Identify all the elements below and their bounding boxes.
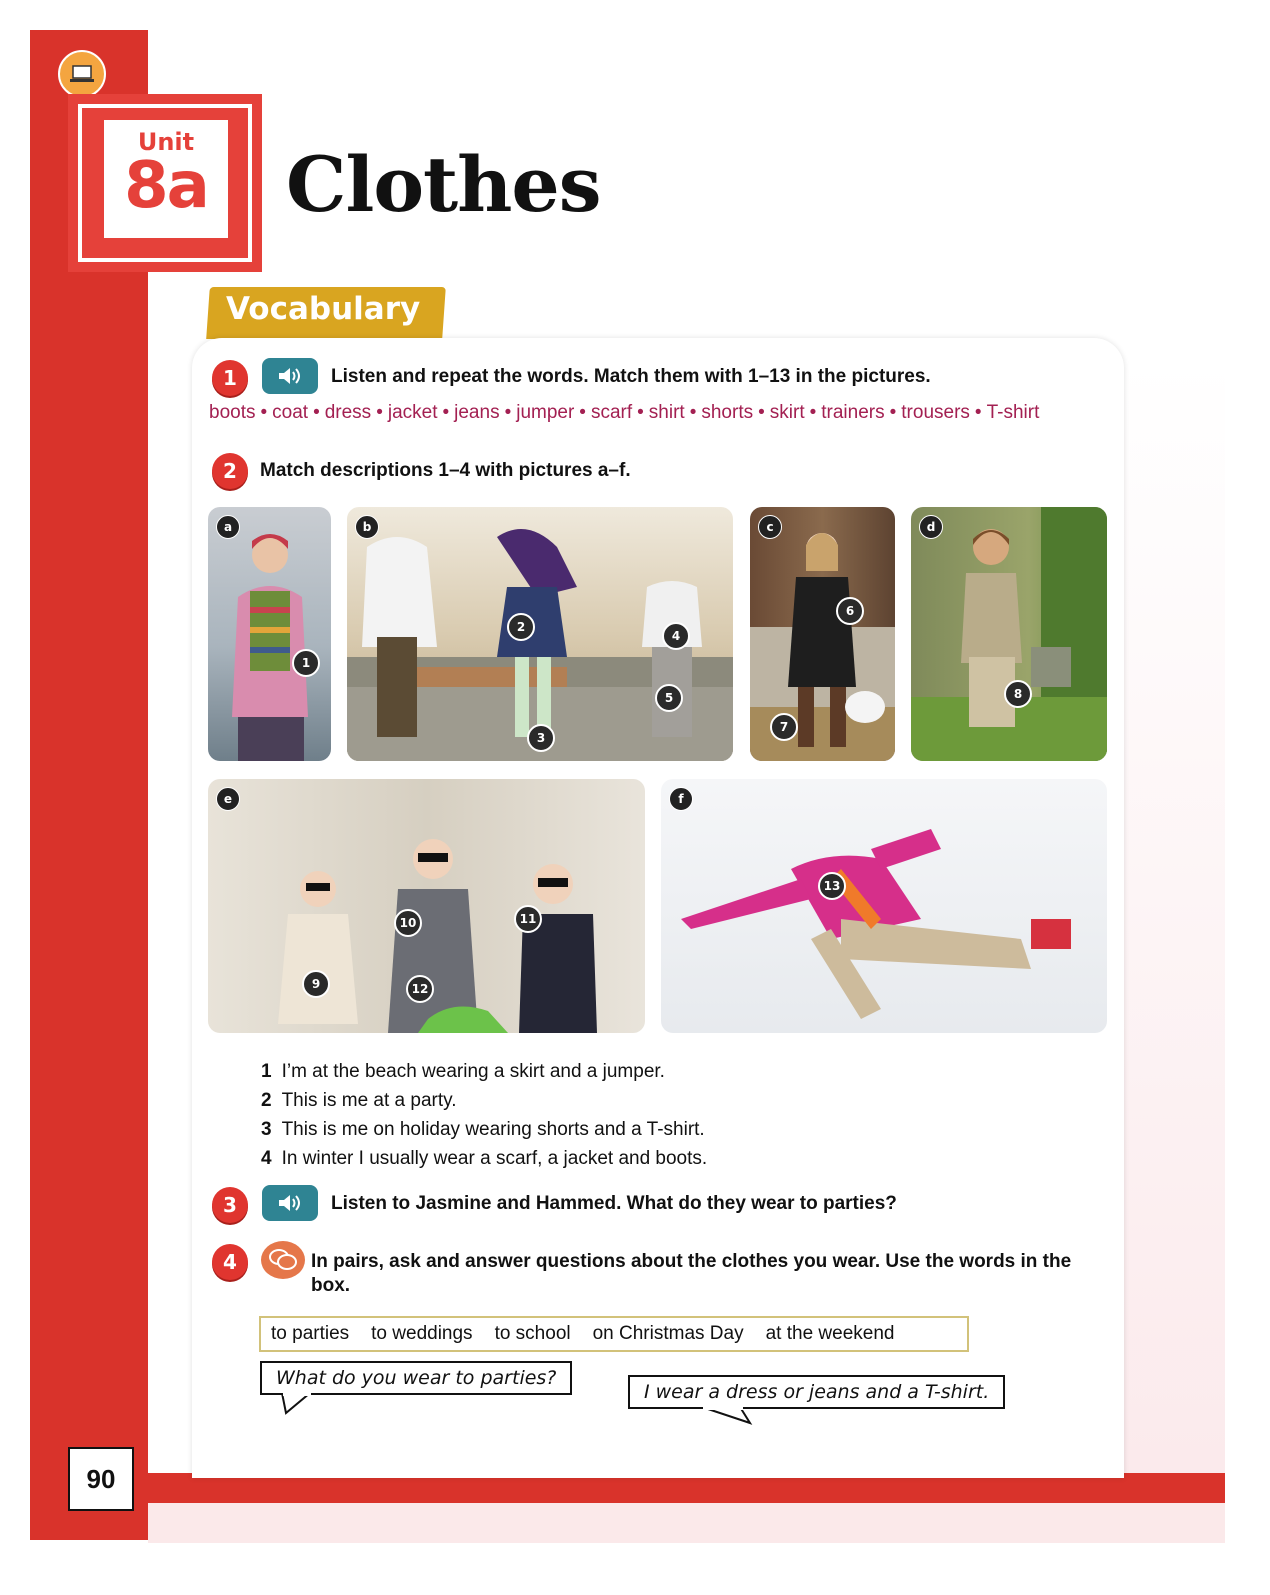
section-heading: Vocabulary [226, 291, 421, 327]
vocab-word: coat [272, 402, 309, 423]
word-separator: • [974, 402, 982, 423]
phrase: at the weekend [765, 1323, 895, 1344]
bubble-tail [700, 1407, 760, 1427]
item-tag: 5 [655, 684, 683, 712]
vocab-word: dress [324, 402, 372, 423]
photo-letter: b [355, 515, 379, 539]
item-tag: 10 [394, 909, 422, 937]
bottom-tint [148, 1503, 1225, 1543]
page-title: Clothes [286, 140, 601, 229]
laptop-icon[interactable] [58, 50, 106, 98]
description-3: 3 This is me on holiday wearing shorts and a T-shirt. [261, 1119, 705, 1140]
photo-a [208, 507, 331, 761]
description-4: 4 In winter I usually wear a scarf, a jacket and boots. [261, 1148, 708, 1169]
photo-letter: d [919, 515, 943, 539]
vocab-word: shorts [701, 402, 754, 423]
item-tag: 3 [527, 724, 555, 752]
word-separator: • [313, 402, 320, 423]
vocab-word: trainers [821, 402, 885, 423]
photo-letter: f [669, 787, 693, 811]
vocab-word: scarf [590, 402, 633, 423]
photo-b [347, 507, 733, 761]
word-separator: • [504, 402, 512, 423]
photo-letter: a [216, 515, 240, 539]
item-tag: 9 [302, 970, 330, 998]
word-separator: • [637, 402, 644, 423]
exercise-4-instruction: In pairs, ask and answer questions about the clothes you wear. Use the words in the box. [311, 1251, 1072, 1296]
photo-letter: e [216, 787, 240, 811]
audio-icon [277, 366, 303, 386]
word-separator: • [809, 402, 817, 423]
exercise-1-instruction: Listen and repeat the words. Match them with 1–13 in the pictures. [331, 366, 931, 387]
unit-badge [68, 94, 262, 272]
vocab-word: T-shirt [986, 402, 1040, 423]
unit-label: Unit [137, 128, 195, 156]
vocab-word: skirt [769, 402, 805, 423]
vocab-word: jacket [387, 402, 438, 423]
photo-letter: c [758, 515, 782, 539]
item-tag: 13 [818, 872, 846, 900]
word-separator: • [758, 402, 765, 423]
description-2: 2 This is me at a party. [261, 1090, 457, 1111]
speech-bubbles-icon [261, 1241, 305, 1279]
exercise-number-2: 2 [212, 453, 248, 489]
phrase-box [259, 1316, 969, 1352]
photo-c [750, 507, 895, 761]
item-tag: 6 [836, 597, 864, 625]
word-separator: • [689, 402, 697, 423]
vocab-word: jeans [454, 402, 500, 423]
bubble-tail [280, 1393, 320, 1415]
vocab-word: boots [209, 402, 256, 423]
audio-button-3[interactable] [262, 1185, 318, 1221]
photo-d [911, 507, 1107, 761]
exercise-number-1: 1 [212, 360, 248, 396]
word-separator: • [260, 402, 268, 423]
audio-button-1[interactable] [262, 358, 318, 394]
speech-bubble-answer: I wear a dress or jeans and a T-shirt. [628, 1375, 1005, 1409]
exercise-2-instruction: Match descriptions 1–4 with pictures a–f. [260, 460, 631, 481]
word-list [209, 402, 1039, 424]
item-tag: 8 [1004, 680, 1032, 708]
photo-e [208, 779, 645, 1033]
exercise-number-4: 4 [212, 1244, 248, 1280]
item-tag: 4 [662, 622, 690, 650]
audio-icon [277, 1193, 303, 1213]
item-tag: 7 [770, 713, 798, 741]
word-separator: • [442, 402, 450, 423]
exercise-number-3: 3 [212, 1187, 248, 1223]
item-tag: 12 [406, 975, 434, 1003]
item-tag: 1 [292, 649, 320, 677]
speech-bubble-question: What do you wear to parties? [260, 1361, 572, 1395]
phrase: to weddings [371, 1323, 473, 1344]
phrase: to parties [271, 1323, 350, 1344]
unit-number: 8a [124, 149, 208, 223]
description-1: 1 I’m at the beach wearing a skirt and a jumper. [261, 1061, 665, 1082]
vocab-word: jumper [516, 402, 575, 423]
page-number: 90 [68, 1447, 134, 1511]
phrase: to school [494, 1323, 571, 1344]
item-tag: 11 [514, 905, 542, 933]
exercise-3-instruction: Listen to Jasmine and Hammed. What do they wear to parties? [331, 1193, 897, 1214]
item-tag: 2 [507, 613, 535, 641]
phrase: on Christmas Day [592, 1323, 744, 1344]
right-margin-tint [1124, 360, 1225, 1473]
vocab-word: trousers [901, 402, 970, 423]
word-separator: • [376, 402, 383, 423]
word-separator: • [579, 402, 586, 423]
vocab-word: shirt [648, 402, 685, 423]
word-separator: • [889, 402, 897, 423]
photo-f [661, 779, 1107, 1033]
